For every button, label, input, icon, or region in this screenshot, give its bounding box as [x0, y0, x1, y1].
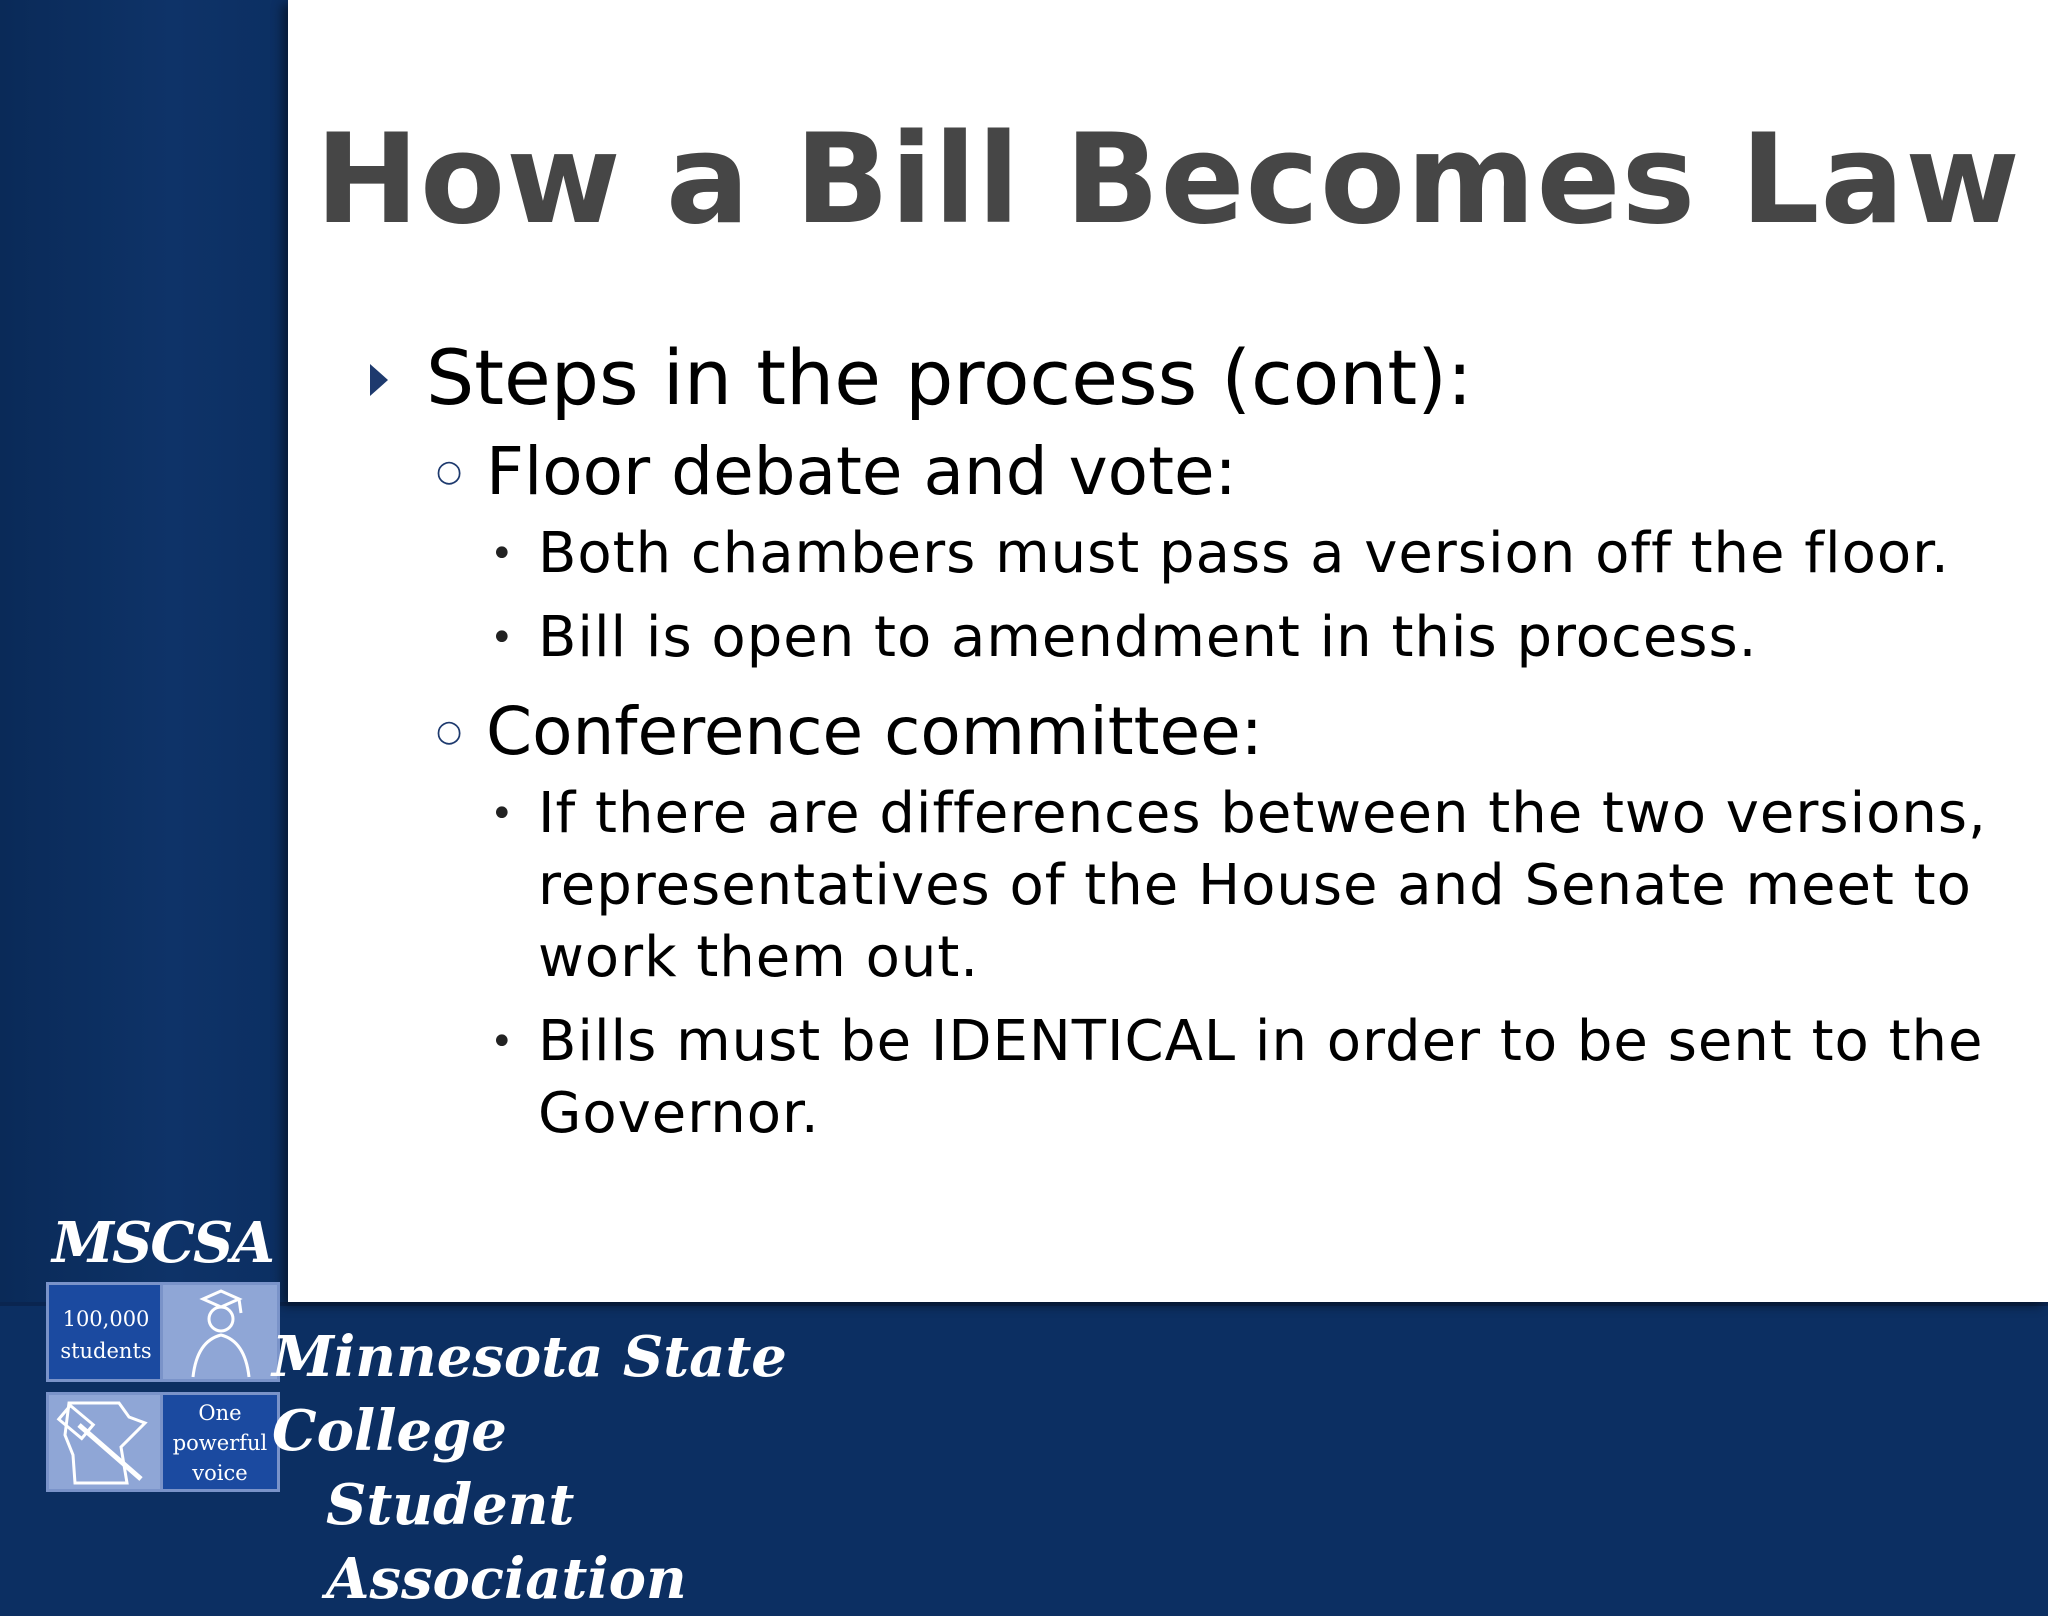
cell-text: students — [60, 1339, 152, 1363]
bullet-text: Floor debate and vote: — [486, 433, 1237, 510]
arrow-bullet-icon — [370, 364, 388, 396]
bullet-text: Both chambers must pass a version off the floor. — [538, 521, 1950, 586]
sidebar-band — [0, 0, 286, 1306]
cell-text: powerful — [172, 1431, 268, 1455]
logo-mark — [36, 1210, 296, 1510]
bullet-text: If there are differences between the two versions, representatives of the House and Senate meet to work them out. — [538, 781, 1987, 990]
dot-bullet-icon: • — [490, 531, 515, 577]
circle-bullet-icon: ○ — [436, 454, 463, 489]
org-name-line1: Minnesota State College — [272, 1324, 787, 1464]
slide-title: How a Bill Becomes Law — [315, 108, 2021, 252]
logo-acronym: MSCSA — [52, 1210, 273, 1276]
minnesota-gavel-icon — [49, 1395, 163, 1489]
bullet-level3 — [370, 778, 1990, 994]
bullet-level1 — [370, 330, 1990, 426]
bullet-list — [370, 330, 1990, 1162]
circle-bullet-icon: ○ — [436, 714, 463, 749]
cell-text: voice — [192, 1461, 248, 1485]
bullet-text: Conference committee: — [486, 693, 1263, 770]
dot-bullet-icon: • — [490, 1019, 515, 1065]
logo-cell-graduate — [160, 1282, 280, 1382]
logo-grid — [46, 1282, 298, 1494]
organization-name — [272, 1320, 912, 1616]
mscsa-logo — [36, 1210, 916, 1612]
logo-cell-state — [46, 1392, 166, 1492]
bullet-level2 — [370, 686, 1990, 778]
cell-text: One — [198, 1401, 242, 1425]
cell-text: 100,000 — [62, 1307, 150, 1331]
graduate-icon — [163, 1285, 277, 1379]
bullet-level2 — [370, 426, 1990, 518]
org-name-line2: Student Association — [326, 1472, 687, 1612]
bullet-level3 — [370, 602, 1990, 674]
bullet-level3 — [370, 1006, 1990, 1150]
logo-cell-voice — [160, 1392, 280, 1492]
bullet-text: Steps in the process (cont): — [426, 333, 1473, 422]
bullet-text: Bills must be IDENTICAL in order to be sent to the Governor. — [538, 1009, 1984, 1146]
dot-bullet-icon: • — [490, 791, 515, 837]
bullet-level3 — [370, 518, 1990, 590]
dot-bullet-icon: • — [490, 615, 515, 661]
logo-cell-students — [46, 1282, 166, 1382]
bullet-text: Bill is open to amendment in this process. — [538, 605, 1758, 670]
